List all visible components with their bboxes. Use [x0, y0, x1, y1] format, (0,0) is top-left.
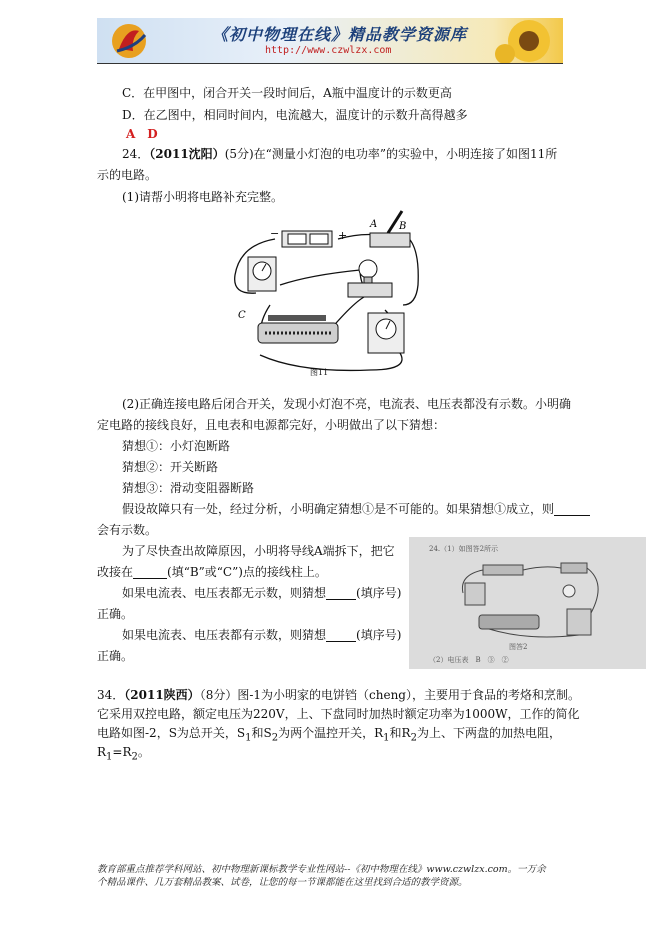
question-24-part1: (1)请帮小明将电路补充完整。 — [122, 190, 283, 204]
assumption-text: 假设故障只有一处，经过分析，小明确定猜想①是不可能的。如果猜想①成立，则 — [122, 502, 555, 516]
question-34-line4 — [97, 745, 150, 764]
header-banner — [97, 18, 563, 64]
if-reading-text: 如果电流表、电压表都有示数，则猜想 — [122, 628, 327, 642]
guess-2: 猜想②：开关断路 — [122, 460, 219, 474]
subscript: 2 — [410, 732, 417, 744]
question-34-line1 — [97, 688, 580, 702]
answer-photo — [409, 537, 646, 669]
q34-text-part: R — [97, 745, 107, 759]
if-no-reading-line — [122, 586, 401, 600]
if-reading-result: 正确。 — [97, 649, 134, 663]
answer-blank-1[interactable] — [554, 503, 590, 516]
fast-check-line2 — [97, 565, 327, 579]
photo-figure-label: 图答2 — [509, 643, 528, 651]
guess-1: 猜想①：小灯泡断路 — [122, 439, 231, 453]
fast-check-line1: 为了尽快查出故障原因，小明将导线A端拆下，把它 — [122, 544, 395, 558]
answer-blank-4[interactable] — [326, 629, 356, 642]
terminal-b-label: B — [399, 221, 407, 232]
sunflower-icon — [495, 18, 563, 64]
answer-text: A D — [126, 127, 158, 141]
question-number: 34． — [97, 688, 125, 702]
battery-icon — [282, 231, 332, 247]
rheostat-icon — [258, 315, 338, 343]
figure-caption: 图11 — [310, 368, 329, 377]
option-c: C．在甲图中，闭合开关一段时间后，A瓶中温度计的示数更高 — [122, 86, 452, 100]
banner-divider — [97, 63, 563, 64]
ammeter-icon — [248, 257, 276, 291]
q34-text-part: 。 — [137, 745, 150, 759]
question-number: 24． — [122, 147, 150, 161]
q34-text-part: 为两个温控开关，R — [278, 726, 384, 740]
battery-minus-label: − — [270, 227, 280, 240]
circuit-diagram — [220, 205, 432, 380]
q34-text-part: 电路如图-2，S为总开关，S — [97, 726, 246, 740]
photo-question-label: 24.（1）如图答2所示 — [429, 545, 499, 553]
answer-blank-2[interactable] — [133, 566, 167, 579]
fill-number-hint-1: (填序号) — [356, 586, 402, 600]
q34-text-part: =R — [112, 745, 132, 759]
if-no-reading-text: 如果电流表、电压表都无示数，则猜想 — [122, 586, 327, 600]
assumption-line2: 会有示数。 — [97, 523, 158, 537]
footer-line2: 个精品课件、几万套精品教案、试卷，让您的每一节课都能在这里找到合适的教学资源。 — [97, 877, 468, 888]
battery-plus-label: + — [338, 229, 348, 242]
q34-text-part: 为上、下两盘的加热电阻， — [416, 726, 561, 740]
question-24-part2-line2: 定电路的接线良好，且电表和电源都完好，小明做出了以下猜想： — [97, 418, 446, 432]
site-logo-icon — [105, 21, 195, 61]
fill-number-hint-2: (填序号) — [356, 628, 402, 642]
option-d: D．在乙图中，相同时间内，电流越大，温度计的示数升高得越多 — [122, 108, 468, 122]
fast-check-suffix: (填“B”或“C”)点的接线柱上。 — [167, 565, 327, 579]
question-text: （8分）图-1为小明家的电饼铛（cheng），主要用于食品的考烙和烹制。 — [199, 688, 580, 702]
question-source: （2011沈阳） — [149, 147, 225, 161]
lamp-icon — [348, 260, 392, 297]
terminal-c-label: C — [238, 310, 246, 321]
terminal-a-label: A — [370, 219, 378, 230]
if-no-reading-result: 正确。 — [97, 607, 134, 621]
question-text: (5分)在“测量小灯泡的电功率”的实验中，小明连接了如图11所 — [224, 147, 558, 161]
guess-3: 猜想③：滑动变阻器断路 — [122, 481, 255, 495]
assumption-line1 — [122, 502, 590, 516]
answer-circuit-diagram — [449, 553, 609, 643]
question-24-line2: 示的电路。 — [97, 168, 158, 182]
fast-check-prefix: 改接在 — [97, 565, 134, 579]
footer-line1: 教育部重点推荐学科网站、初中物理新课标教学专业性网站--《初中物理在线》www.czwlzx.com。一万余 — [97, 864, 546, 875]
photo-answer-label: （2）电压表 B ③ ② — [429, 656, 509, 664]
subscript: 1 — [106, 751, 113, 763]
voltmeter-icon — [368, 313, 404, 353]
banner-title: 《初中物理在线》精品教学资源库 — [212, 25, 468, 44]
banner-url[interactable]: http://www.czwlzx.com — [265, 45, 392, 56]
question-24-part2-line1: (2)正确连接电路后闭合开关，发现小灯泡不亮，电流表、电压表都没有示数。小明确 — [122, 397, 572, 411]
subscript: 1 — [245, 732, 252, 744]
question-34-line2: 它采用双控电路，额定电压为220V，上、下盘同时加热时额定功率为1000W，工作的简化 — [97, 707, 580, 721]
question-24-line1 — [122, 147, 557, 161]
subscript: 1 — [383, 732, 390, 744]
subscript: 2 — [131, 751, 138, 763]
q34-text-part: 和R — [389, 726, 411, 740]
question-source: （2011陕西） — [124, 688, 200, 702]
if-reading-line — [122, 628, 401, 642]
answer-blank-3[interactable] — [326, 587, 356, 600]
subscript: 2 — [271, 732, 279, 744]
q34-text-part: 和S — [251, 726, 272, 740]
question-34-line3 — [97, 726, 561, 745]
